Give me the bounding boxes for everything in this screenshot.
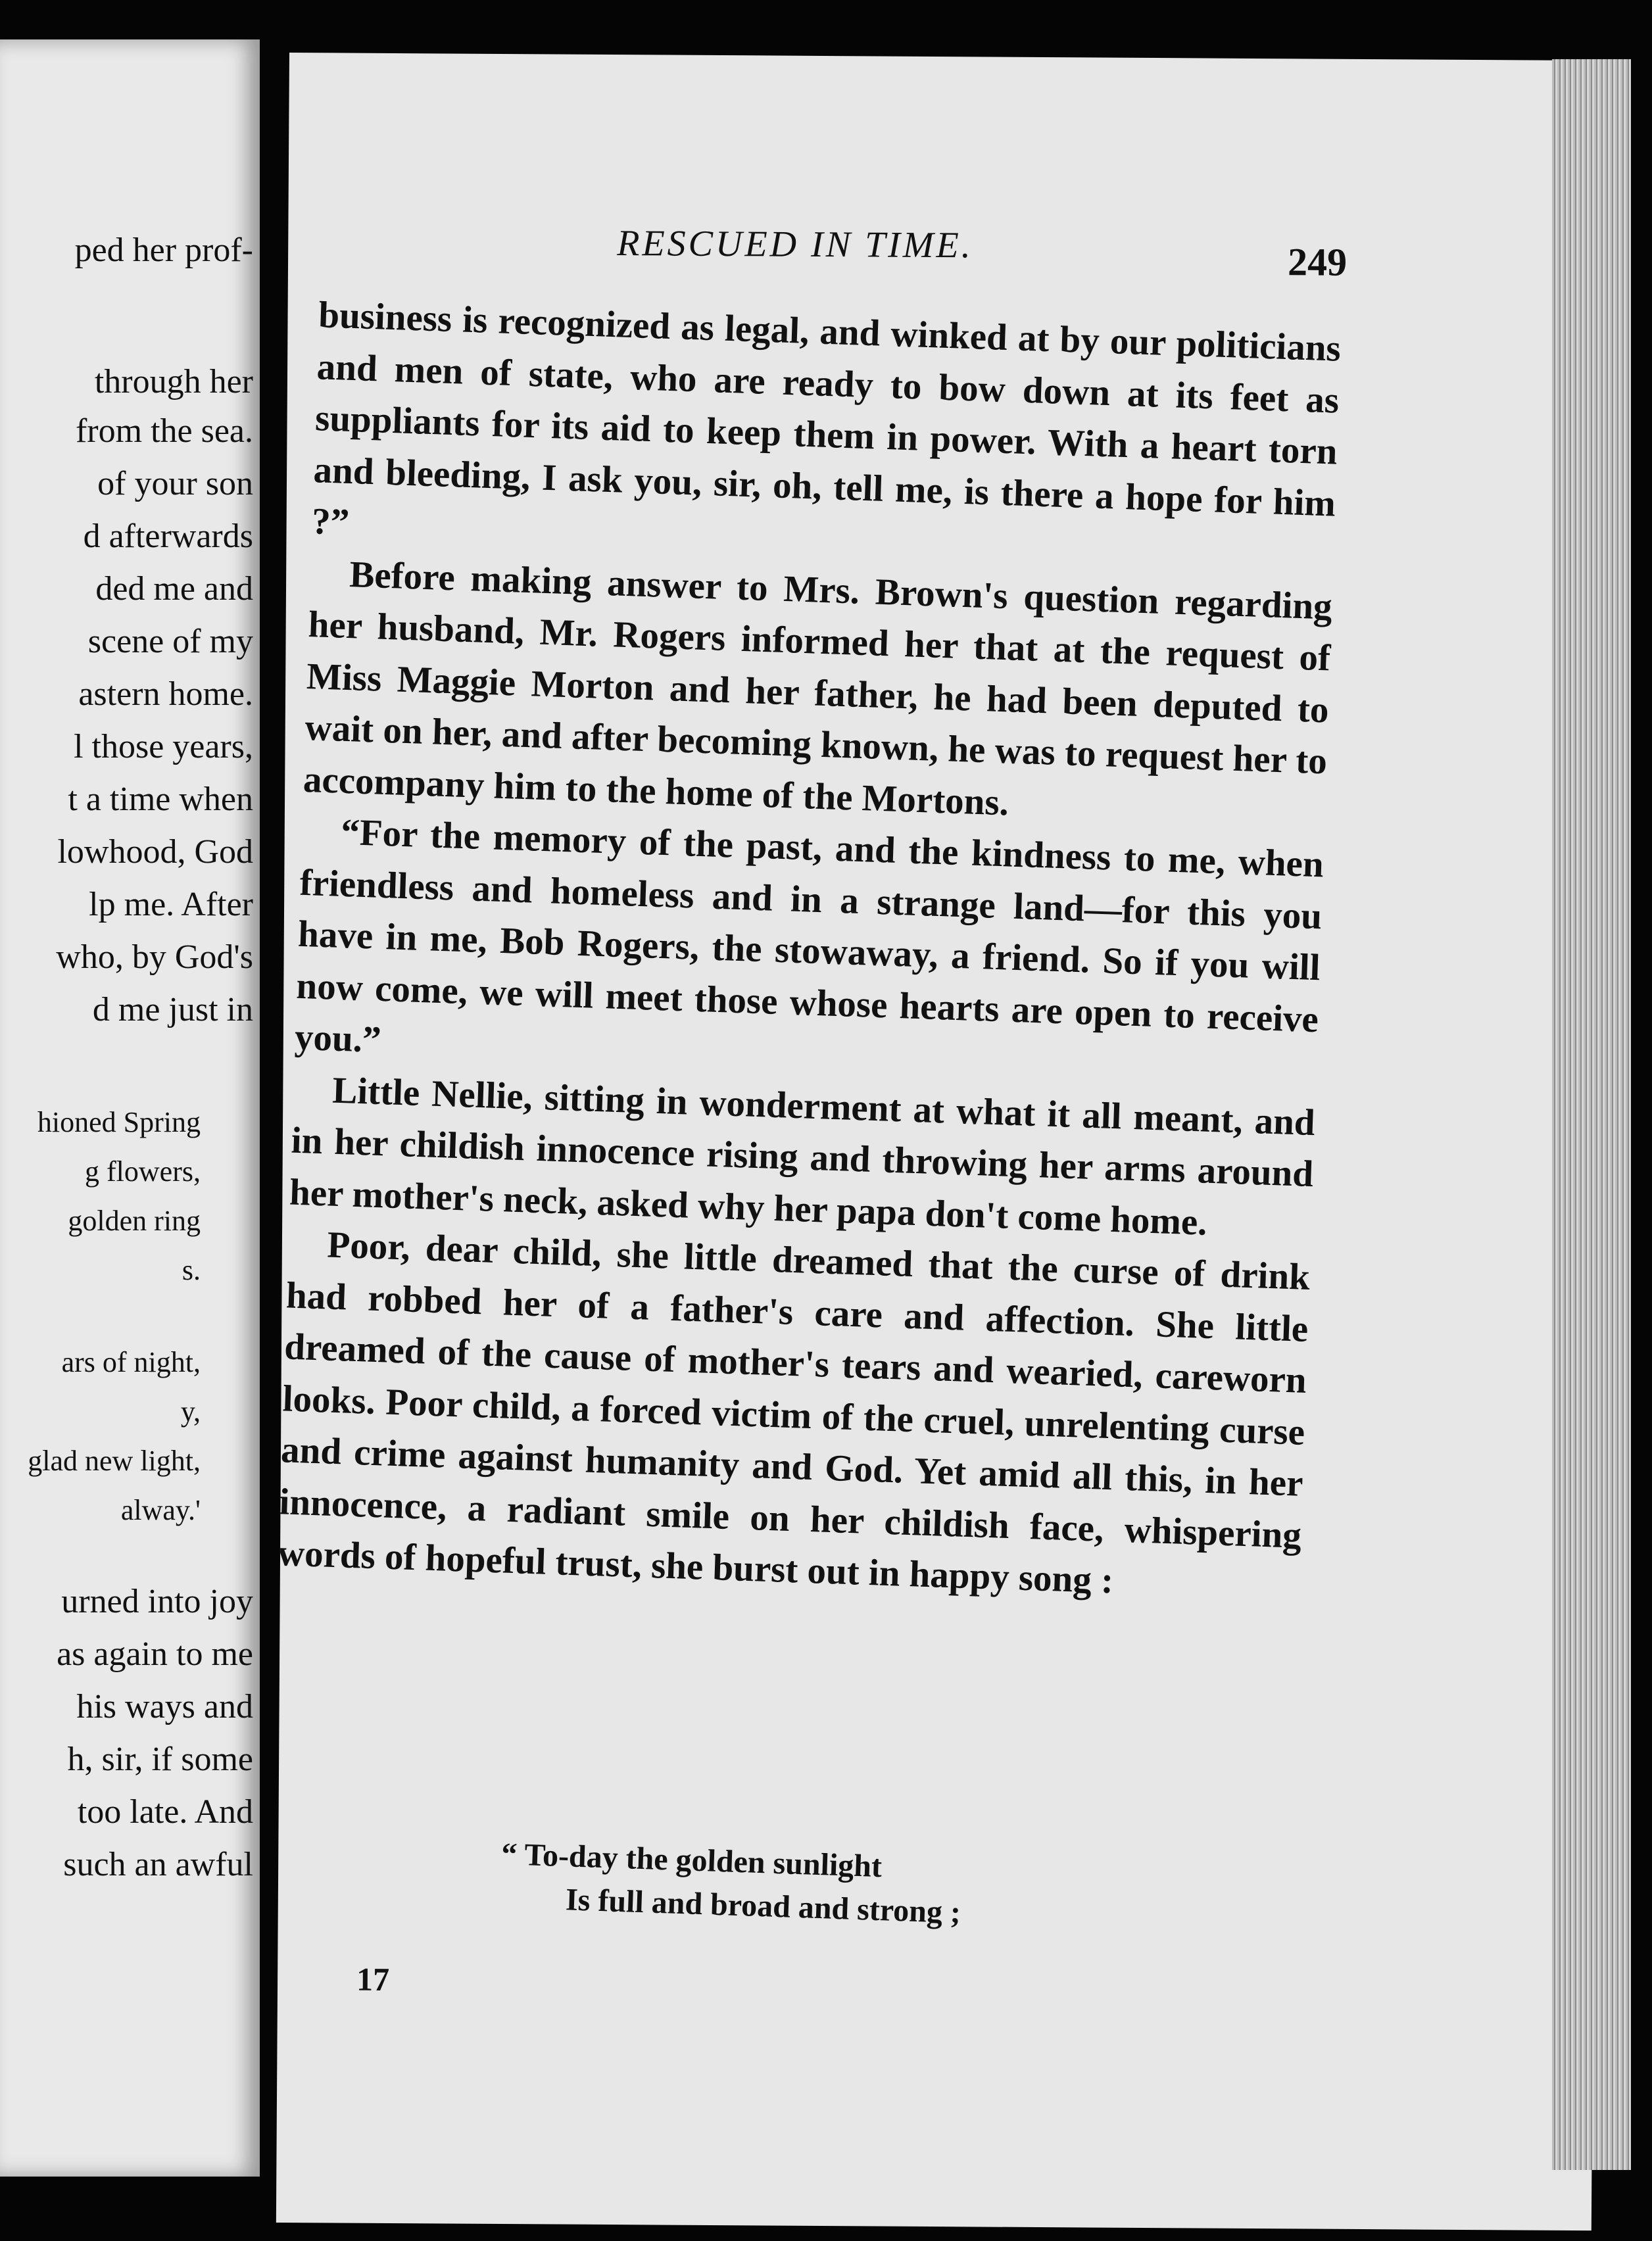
body-text	[277, 289, 1342, 1613]
signature-mark: 17	[356, 1960, 390, 1998]
left-page-line: too late. And	[77, 1793, 253, 1831]
left-page-line: glad new light,	[28, 1445, 201, 1477]
left-page-line: astern home.	[78, 675, 253, 713]
left-page-line: ded me and	[95, 570, 253, 608]
page-edges	[1552, 59, 1631, 2170]
left-page-line: ars of night,	[61, 1346, 201, 1378]
left-page-line: lowhood, God	[57, 833, 253, 871]
running-head: RESCUED IN TIME.	[617, 223, 973, 266]
right-page	[276, 53, 1605, 2230]
left-page-line: t a time when	[68, 781, 253, 818]
left-page-line: from the sea.	[75, 412, 253, 450]
verse-line: Is full and broad and strong ;	[565, 1882, 961, 1931]
left-page-line: h, sir, if some	[67, 1741, 253, 1778]
left-page-line: l those years,	[74, 728, 253, 765]
left-page-line: hioned Spring	[37, 1106, 201, 1138]
left-page-line: of your son	[97, 465, 253, 502]
paragraph: Before making answer to Mrs. Brown's question regarding her husband, Mr. Rogers informed her that at the request of Miss Maggie Morton and her father, he had been deputed to wait on her, and after becoming known, he was to request her to accompany him to the home of the Mortons.	[303, 553, 1333, 823]
page-number: 249	[1287, 240, 1348, 284]
left-page-line: through her	[94, 363, 253, 400]
left-page-line: y,	[180, 1395, 201, 1428]
verse-line: “ To-day the golden sunlight	[500, 1837, 883, 1885]
left-page	[0, 39, 260, 2177]
left-page-line: lp me. After	[89, 886, 253, 923]
paragraph: Little Nellie, sitting in wonderment at what it all meant, and in her childish innocence rising and throwing her arms around her mother's neck, asked why her papa don't come home.	[289, 1069, 1316, 1243]
left-page-line: ped her prof-	[74, 231, 253, 269]
left-page-line: d me just in	[92, 991, 253, 1028]
left-page-line: as again to me	[57, 1635, 253, 1673]
left-page-line: g flowers,	[85, 1155, 201, 1188]
left-page-line: scene of my	[87, 623, 253, 660]
left-page-line: urned into joy	[61, 1583, 253, 1620]
paragraph: business is recognized as legal, and winked at by our politicians and men of state, who are ready to bow down at its feet as suppliants for its aid to keep them in power. With a heart torn and bleeding, I ask you, sir, oh, tell me, is there a hope for him ?”	[311, 294, 1342, 543]
verse	[499, 1833, 963, 1935]
left-page-line: such an awful	[63, 1846, 253, 1883]
left-page-line: d afterwards	[83, 518, 253, 555]
left-page-line: his ways and	[76, 1688, 253, 1725]
paragraph: Poor, dear child, she little dreamed that the curse of drink had robbed her of a father's care and affection. She little dreamed of the cause of mother's tears and wearied, careworn looks. Poor child, a forced victim of the cruel, unrelenting curse and crime against humanity and God. Yet amid all this, in her innocence, a radiant smile on her childish face, whispering words of hopeful trust, she burst out in happy song :	[277, 1224, 1311, 1602]
left-page-line: alway.'	[120, 1494, 201, 1526]
left-page-line: golden ring	[68, 1205, 201, 1237]
left-page-line: s.	[182, 1254, 201, 1286]
paragraph: “For the memory of the past, and the kindness to me, when friendless and homeless and in a strange land—for this you have in me, Bob Rogers, the stowaway, a friend. So if you will now come, we will meet those whose hearts are open to receive you.”	[294, 811, 1324, 1061]
left-page-line: who, by God's	[56, 938, 253, 976]
